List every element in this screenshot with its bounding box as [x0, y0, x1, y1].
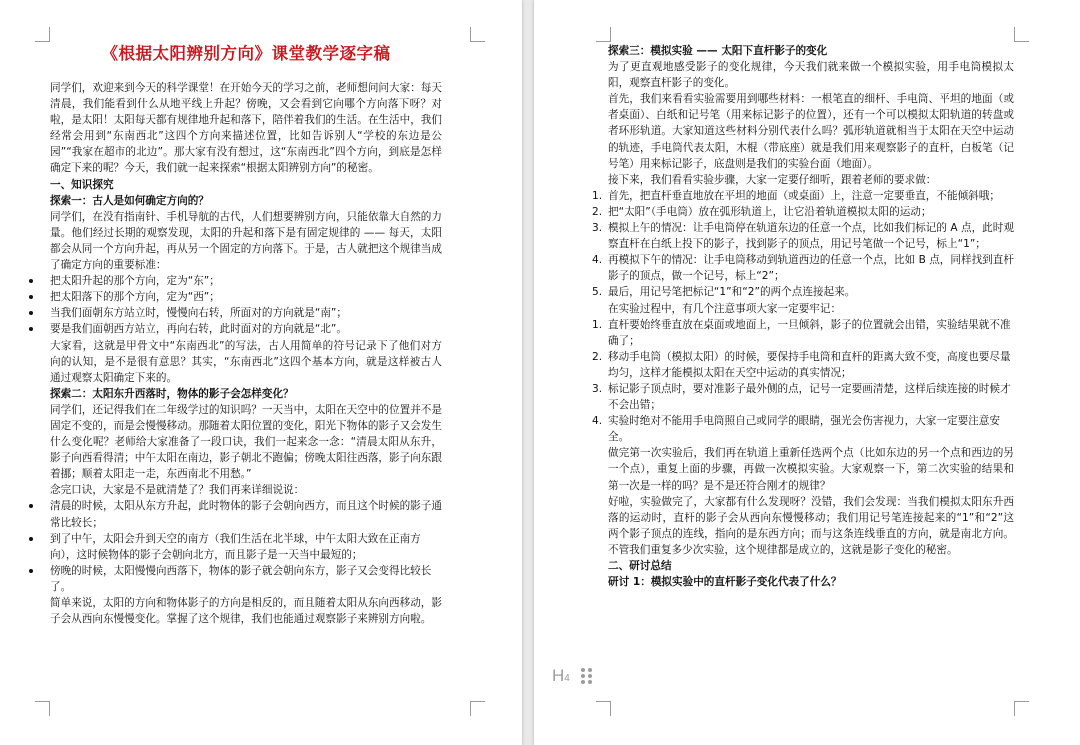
list-item: 2. 把“太阳”（手电筒）放在弧形轨道上，让它沿着轨道模拟太阳的运动； [592, 205, 932, 218]
explore3-paragraph-3: 接下来，我们看看实验步骤，大家一定要仔细听，跟着老师的要求做： [608, 173, 937, 186]
page-corner-mark [470, 701, 485, 716]
page-corner-mark [470, 27, 485, 42]
notes-list [592, 317, 1014, 446]
list-item: 要是我们面朝西方站立，再向右转，此时面对的方向就是“北”。 [50, 321, 442, 337]
explore2-paragraph-2: 念完口诀，大家是不是就清楚了？我们再来详细说说： [50, 484, 305, 497]
discuss1-title: 研讨 1：模拟实验中的直杆影子变化代表了什么？ [608, 576, 842, 589]
explore3-paragraph-2: 首先，我们来看看实验需要用到哪些材料：一根笔直的细杆、手电筒、平坦的地面（或者桌面）、白纸和记号笔（用来标记影子的位置），还有一个可以模拟太阳轨道的转盘或者环形轨道。大家知道这些材料分别代表什么吗？弧形轨道就相当于太阳在天空中运动的轨迹，手电筒代表太阳，木棍（带底座）就是我们用来观察影子的直杆，白板笔（记号笔）用来标记影子，底盘则是我们的实验台面（地面）。 [608, 93, 1014, 170]
list-item: 到了中午，太阳会升到天空的南方（我们生活在北半球，中午太阳大致在正南方向），这时候物体的影子会朝向北方，而且影子是一天当中最短的； [50, 531, 442, 563]
list-item: 清晨的时候，太阳从东方升起，此时物体的影子会朝向西方，而且这个时候的影子通常比较长； [50, 498, 442, 530]
page-corner-mark [1014, 27, 1029, 42]
explore2-bullet-list [50, 498, 442, 595]
steps-list [592, 188, 1014, 301]
page-corner-mark [1014, 701, 1029, 716]
explore2-paragraph-3: 简单来说，太阳的方向和物体影子的方向是相反的，而且随着太阳从东向西移动，影子会从西向东慢慢变化。掌握了这个规律，我们也能通过观察影子来辨别方向啦。 [50, 597, 442, 626]
document-page-right [534, 0, 1080, 745]
list-item: 4. 实验时绝对不能用手电筒照自己或同学的眼睛，强光会伤害视力，大家一定要注意安全。 [592, 415, 1000, 444]
list-item: 3. 标记影子顶点时，要对准影子最外侧的点，记号一定要画清楚，这样后续连接的时候才不会出错； [592, 382, 1011, 412]
explore3-paragraph-4: 在实验过程中，有几个注意事项大家一定要牢记： [608, 302, 842, 315]
page-corner-mark [596, 701, 611, 716]
explore1-bullet-list [50, 273, 442, 337]
heading-level-marker[interactable]: H4 [552, 666, 570, 685]
list-item: 把太阳升起的那个方向，定为“东”； [50, 273, 442, 289]
list-item: 2. 移动手电筒（模拟太阳）的时候，要保持手电筒和直杆的距离大致不变，高度也要尽量均匀，这样才能模拟太阳在天空中运动的真实情况； [592, 350, 1011, 379]
drag-handle-icon[interactable] [581, 668, 593, 684]
explore1-paragraph-2: 大家看，这就是甲骨文中“东南西北”的写法，古人用简单的符号记录下了他们对方向的认知，是不是很有意思？其实，“东南西北”这四个基本方向，就是这样被古人通过观察太阳确定下来的。 [50, 339, 442, 384]
list-item: 4. 再模拟下午的情况：让手电筒移动到轨道西边的任意一个点，比如 B 点，同样找到直杆影子的顶点，做一个记号，标上“2”； [592, 254, 1014, 283]
explore3-title: 探索三：模拟实验 —— 太阳下直杆影子的变化 [608, 45, 828, 57]
list-item: 5. 最后，用记号笔把标记“1”和“2”的两个点连接起来。 [592, 286, 856, 299]
explore3-paragraph-5: 做完第一次实验后，我们再在轨道上重新任选两个点（比如东边的另一个点和西边的另一个点），重复上面的步骤，再做一次模拟实验。大家观察一下，第二次实验的结果和第一次是一样的吗？是不是还符合刚才的规律？ [608, 447, 1014, 492]
page-corner-mark [35, 27, 50, 42]
document-title: 《根据太阳辨别方向》课堂教学逐字稿 [101, 44, 391, 63]
right-page-body[interactable] [592, 43, 1014, 590]
page-corner-mark [596, 27, 611, 42]
list-item: 把太阳落下的那个方向，定为“西”； [50, 289, 442, 305]
list-item: 当我们面朝东方站立时，慢慢向右转，所面对的方向就是“南”； [50, 305, 442, 321]
list-item: 傍晚的时候，太阳慢慢向西落下，物体的影子就会朝向东方，影子又会变得比较长了。 [50, 563, 442, 595]
explore3-paragraph-6: 好啦，实验做完了，大家都有什么发现呀？没错，我们会发现：当我们模拟太阳东升西落的运动时，直杆的影子会从西向东慢慢移动；我们用记号笔连接起来的“1”和“2”这两个影子顶点的连线，指向的是东西方向；而与这条连线垂直的方向，就是南北方向。不管我们重复多少次实验，这个规律都是成立的，这就是影子变化的秘密。 [608, 495, 1014, 556]
explore2-paragraph: 同学们，还记得我们在二年级学过的知识吗？一天当中，太阳在天空中的位置并不是固定不变的，而是会慢慢移动。那随着太阳位置的变化，阳光下物体的影子又会发生什么变化呢？老师给大家准备了一段口诀，我们一起来念一念：“清晨太阳从东升，影子向西看得清；中午太阳在南边，影子朝北不跑偏；傍晚太阳往西落，影子向东跟着挪；顺着太阳走一走，东西南北不用愁。” [50, 403, 442, 481]
explore1-paragraph: 同学们，在没有指南针、手机导航的古代，人们想要辨别方向，只能依靠大自然的力量。他们经过长期的观察发现，太阳的升起和落下是有固定规律的 —— 每天，太阳都会从同一个方向升起，再从另一个固定的方向落下。于是，古人就把这个规律当成了确定方向的重要标准： [50, 210, 442, 272]
explore2-title: 探索二：太阳东升西落时，物体的影子会怎样变化？ [50, 387, 294, 400]
list-item: 3. 模拟上午的情况：让手电筒停在轨道东边的任意一个点，比如我们标记的 A 点，此时观察直杆在白纸上投下的影子，找到影子的顶点，用记号笔做一个记号，标上“1”； [592, 222, 1014, 251]
explore1-title: 探索一：古人是如何确定方向的？ [50, 194, 209, 207]
left-page-body[interactable] [50, 44, 442, 627]
list-item: 1. 直杆要始终垂直放在桌面或地面上，一旦倾斜，影子的位置就会出错，实验结果就不准确了； [592, 318, 1011, 347]
explore3-paragraph: 为了更直观地感受影子的变化规律，今天我们就来做一个模拟实验，用手电筒模拟太阳，观察直杆影子的变化。 [608, 61, 1014, 90]
section-heading-1: 一、知识探究 [50, 178, 114, 191]
section-heading-2: 二、研讨总结 [608, 560, 672, 572]
document-page-left [0, 0, 522, 745]
list-item: 1. 首先，把直杆垂直地放在平坦的地面（或桌面）上，注意一定要垂直，不能倾斜哦； [592, 189, 1000, 202]
page-corner-mark [35, 701, 50, 716]
intro-paragraph: 同学们，欢迎来到今天的科学课堂！在开始今天的学习之前，老师想问问大家：每天清晨，我们能看到什么从地平线上升起？傍晚，又会看到它向哪个方向落下呀？对啦，是太阳！太阳每天都有规律地升起和落下，陪伴着我们的生活。在生活中，我们经常会用到“东南西北”这四个方向来描述位置，比如告诉别人“学校的东边是公园”“我家在超市的北边”。那大家有没有想过，这“东南西北”四个方向，到底是怎样确定下来的呢？今天，我们就一起来探索“根据太阳辨别方向”的秘密。 [50, 82, 442, 175]
